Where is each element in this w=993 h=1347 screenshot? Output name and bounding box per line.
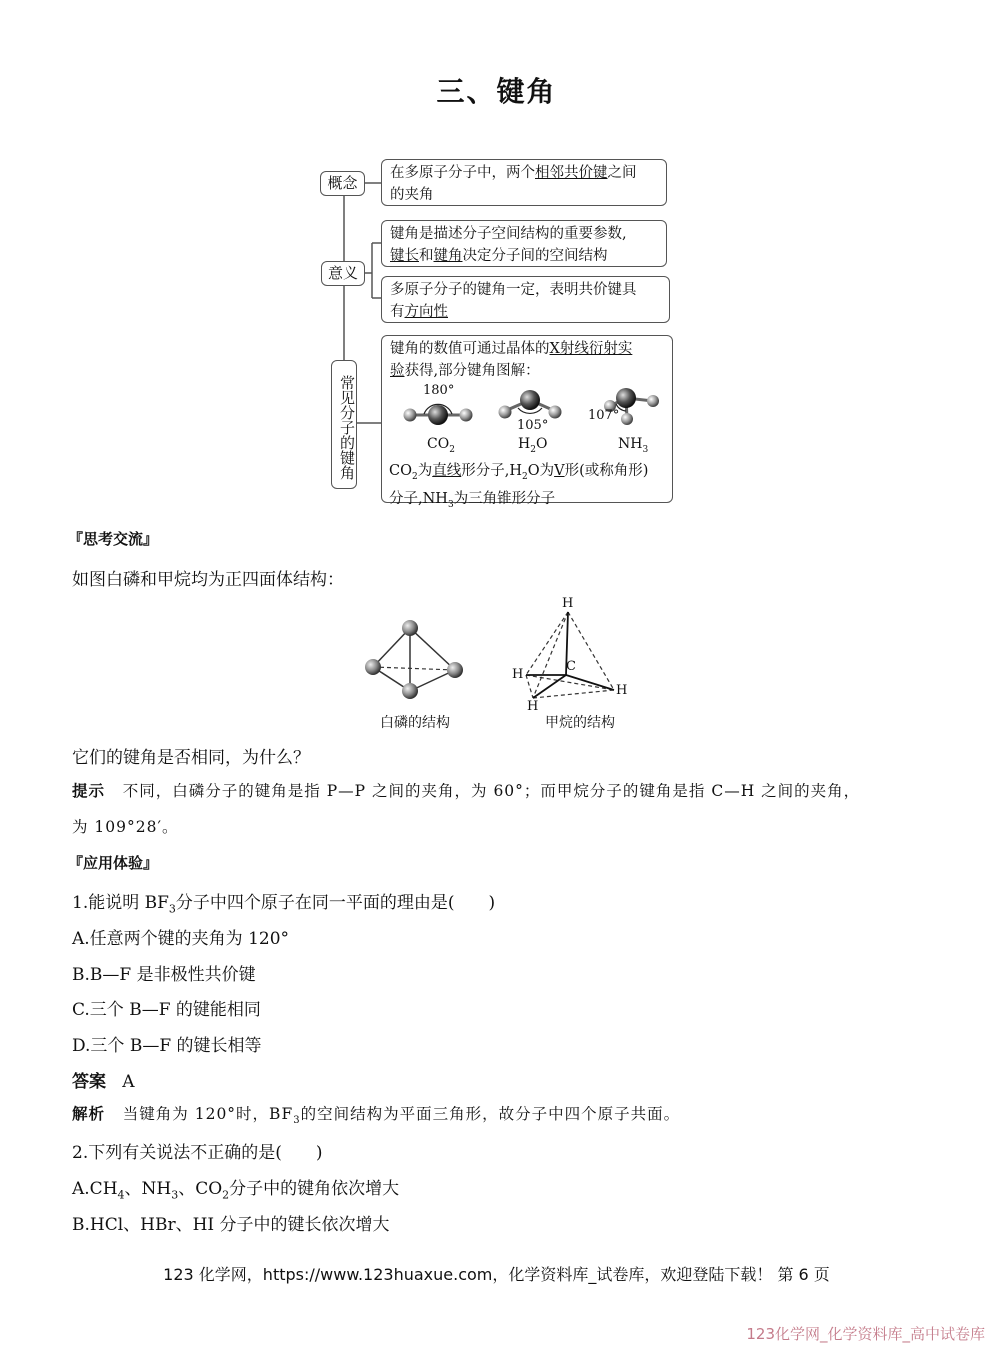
summary-text-g: 为三角锥形分子	[453, 490, 556, 507]
q2a-text: A.CH	[72, 1179, 118, 1199]
h2o-text-b: O	[535, 436, 548, 452]
q2a-sub-2: 3	[171, 1188, 179, 1202]
methane-h-bottom: H	[527, 699, 539, 714]
summary-sub-1: 2	[411, 471, 418, 482]
nh3-formula	[618, 436, 648, 455]
co2-text: CO	[427, 436, 450, 452]
concept-text-c: 的夹角	[390, 187, 434, 203]
q2-option-b: B.HCl、HBr、HI 分子中的键长依次增大	[72, 1215, 390, 1235]
meaning1-underline-2: 键角	[433, 248, 463, 264]
apply-heading: 『应用体验』	[68, 854, 159, 872]
methane-h-right: H	[616, 683, 628, 698]
p4-caption: 白磷的结构	[380, 715, 450, 731]
q2-option-a	[72, 1174, 399, 1201]
think-hint	[72, 779, 932, 801]
think-question: 它们的键角是否相同，为什么？	[72, 748, 310, 768]
explanation-text: 当键角为 120°时，BF	[122, 1105, 294, 1123]
meaning-box-2	[381, 276, 670, 323]
meaning1-underline-1: 键长	[390, 248, 419, 264]
meaning1-text: 键角是描述分子空间结构的重要参数,	[390, 226, 627, 242]
q1-option-d: D.三个 B—F 的键长相等	[72, 1036, 262, 1056]
common-summary	[389, 460, 671, 516]
question-1	[72, 888, 495, 915]
q1-option-c: C.三个 B—F 的键能相同	[72, 1000, 261, 1020]
tetrahedron-figures	[355, 590, 645, 715]
q2a-text-c: 、CO	[178, 1179, 223, 1199]
summary-text-c: 形分子,H	[461, 463, 522, 479]
concept-label: 概念	[320, 171, 365, 196]
h2o-formula	[518, 436, 547, 455]
meaning1-mid: 和	[419, 248, 434, 264]
concept-text-b: 之间	[607, 165, 637, 181]
nh3-sub: 3	[642, 444, 649, 455]
q2a-text-d: 分子中的键角依次增大	[229, 1179, 400, 1199]
q1-option-b: B.B—F 是非极性共价键	[72, 965, 256, 985]
concept-text: 在多原子分子中，两个	[390, 165, 535, 181]
summary-text-e: 形(或称角形)	[564, 463, 649, 479]
common-text: 键角的数值可通过晶体的	[390, 341, 550, 357]
nh3-angle-label: 107°	[588, 408, 620, 423]
page-footer: 123 化学网，https://www.123huaxue.com，化学资料库_试卷库，欢迎登陆下载！ 第 6 页	[163, 1265, 830, 1284]
common-text-b: 获得,部分键角图解：	[404, 363, 540, 379]
concept-box	[381, 159, 667, 206]
question-2: 2.下列有关说法不正确的是( )	[72, 1143, 323, 1163]
answer-value: A	[122, 1072, 135, 1092]
q1-answer	[72, 1067, 135, 1092]
summary-underline-1: 直线	[432, 463, 462, 479]
explanation-label: 解析	[72, 1105, 106, 1123]
think-hint-line2: 为 109°28′。	[72, 818, 179, 836]
summary-underline-2: V	[554, 463, 565, 479]
explanation-text-b: 的空间结构为平面三角形，故分子中四个原子共面。	[300, 1105, 681, 1123]
watermark: 123化学网_化学资料库_高中试卷库	[746, 1325, 985, 1343]
think-intro: 如图白磷和甲烷均为正四面体结构：	[72, 570, 344, 590]
methane-icon	[526, 612, 614, 698]
hint-label: 提示	[72, 782, 106, 800]
summary-text-b: 为	[417, 463, 433, 479]
explanation-sub: 3	[293, 1115, 301, 1127]
h2o-angle-label: 105°	[517, 418, 549, 433]
h2o-text: H	[518, 436, 531, 452]
common-label: 常见分子的键角	[331, 360, 357, 489]
summary-text-d: O为	[527, 463, 555, 479]
h2o-molecule-icon	[499, 390, 562, 419]
methane-h-top: H	[562, 596, 574, 611]
meaning1-text-b: 决定分子间的空间结构	[462, 248, 608, 264]
common-underline-2: 验	[390, 363, 405, 379]
page-title: 三、键角	[436, 75, 557, 108]
common-underline: X射线衍射实	[549, 341, 633, 357]
q1-sub: 3	[168, 902, 176, 916]
methane-h-left: H	[512, 667, 524, 682]
summary-text-a: CO	[389, 463, 412, 479]
q1-explanation	[72, 1102, 680, 1126]
white-phosphorus-icon	[365, 620, 463, 699]
meaning2-text: 多原子分子的键角一定，表明共价键具	[390, 282, 637, 298]
q2a-sub-3: 2	[222, 1188, 230, 1202]
methane-c: C	[566, 659, 576, 674]
think-heading: 『思考交流』	[68, 530, 159, 548]
nh3-text: NH	[618, 436, 643, 452]
q1-text-b: 分子中四个原子在同一平面的理由是( )	[175, 893, 496, 913]
answer-label: 答案	[72, 1072, 106, 1092]
co2-molecule-icon	[404, 404, 473, 425]
summary-text-f: 分子,NH	[389, 490, 448, 507]
meaning-box-1	[381, 220, 667, 267]
concept-underline: 相邻共价键	[535, 165, 608, 181]
meaning-label: 意义	[321, 261, 365, 286]
h2o-sub: 2	[530, 444, 536, 455]
meaning2-text-b: 有	[390, 304, 405, 320]
meaning2-underline: 方向性	[404, 304, 448, 320]
ch4-caption: 甲烷的结构	[545, 715, 615, 731]
q2a-sub-1: 4	[117, 1188, 125, 1202]
q1-text: 1.能说明 BF	[72, 893, 169, 913]
co2-angle-label: 180°	[423, 383, 455, 398]
hint-text: 不同，白磷分子的键角是指 P—P 之间的夹角，为 60°；而甲烷分子的键角是指 C—H 之间的夹角，	[122, 782, 861, 800]
q1-option-a: A.任意两个键的夹角为 120°	[72, 929, 290, 949]
co2-sub: 2	[449, 444, 455, 455]
q2a-text-b: 、NH	[124, 1179, 172, 1199]
co2-formula	[427, 436, 455, 455]
summary-sub-3: 3	[447, 499, 454, 510]
summary-sub-2: 2	[521, 471, 528, 482]
